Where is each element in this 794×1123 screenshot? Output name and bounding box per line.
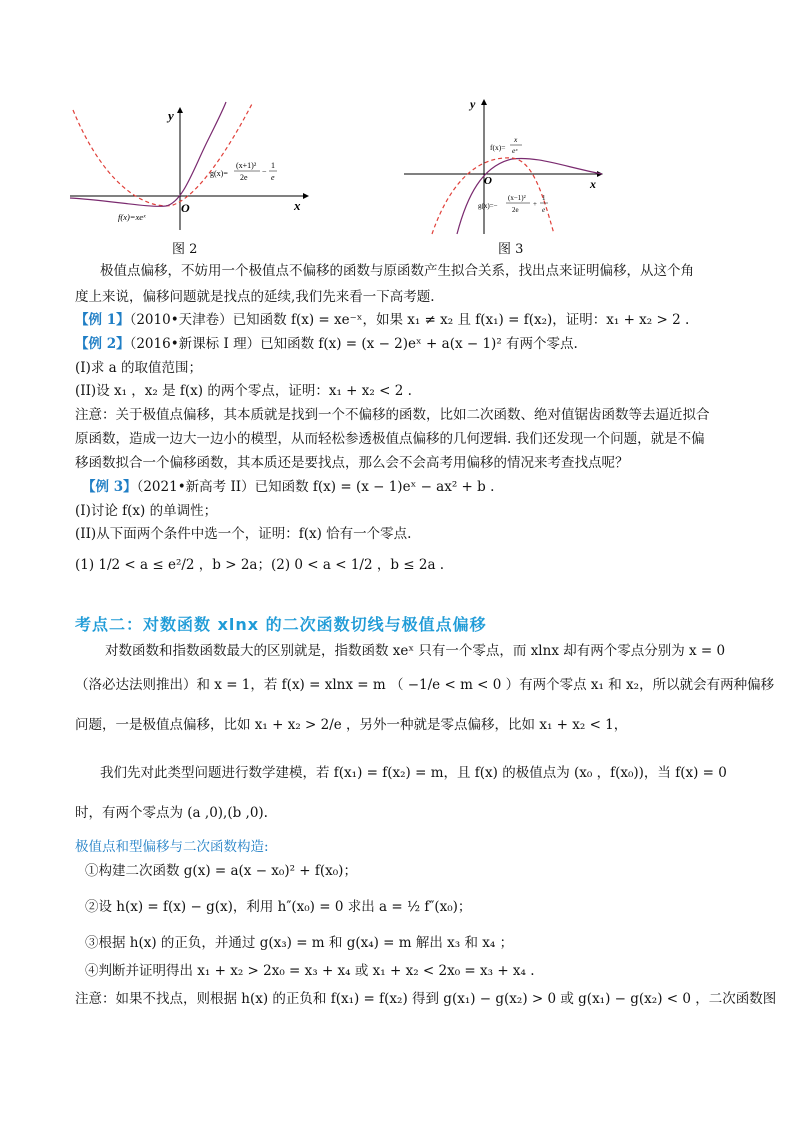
- section-2-title: 考点二：对数函数 xlnx 的二次函数切线与极值点偏移: [75, 615, 487, 634]
- origin-label: O: [181, 201, 190, 215]
- x-axis-label: x: [590, 177, 596, 191]
- example-1-tag: 【例 1】: [75, 312, 130, 328]
- section-2-para-1-line-1: 对数函数和指数函数最大的区别就是，指数函数 xeˣ 只有一个零点，而 xlnx 却有两个零点分别为 x = 0: [105, 643, 726, 659]
- step-3: ③根据 h(x) 的正负，并通过 g(x₃) = m 和 g(x₄) = m 解出 x₃ 和 x₄ ；: [85, 935, 514, 951]
- origin-label: O: [484, 175, 492, 187]
- figure-2-caption: 图 2: [172, 242, 198, 257]
- example-3-question-2: (II)从下面两个条件中选一个，证明：f(x) 恰有一个零点.: [75, 526, 412, 542]
- example-2-question-2: (II)设 x₁ ，x₂ 是 f(x) 的两个零点，证明：x₁ + x₂ < 2 .: [75, 383, 412, 399]
- example-2-tag: 【例 2】: [75, 336, 130, 352]
- g-label: g(x)=−: [478, 202, 498, 210]
- example-1-text: （2010•天津卷）已知函数 f(x) = xe⁻ˣ，如果 x₁ ≠ x₂ 且 f(x₁) = f(x₂)，证明：x₁ + x₂ > 2 .: [129, 312, 690, 328]
- section-2-para-1-line-3: 问题，一是极值点偏移，比如 x₁ + x₂ > 2/e ，另外一种就是零点偏移，比如 x₁ + x₂ < 1，: [75, 717, 628, 733]
- g-label-minus: −: [262, 167, 267, 176]
- g-label-frac-num: 1: [542, 194, 546, 202]
- g-label-den: 2e: [512, 206, 519, 214]
- y-axis-label: y: [470, 97, 476, 111]
- example-1: [75, 307, 689, 333]
- paragraph-1-line-1: 极值点偏移，不妨用一个极值点不偏移的函数与原函数产生拟合关系，找出点来证明偏移，从这个角: [100, 263, 694, 279]
- note-1-line-2: 原函数，造成一边大一边小的模型，从而轻松参透极值点偏移的几何逻辑. 我们还发现一个问题，就是不偏: [75, 431, 705, 447]
- g-label-den: 2e: [240, 173, 248, 182]
- g-label-num: (x−1)²: [508, 194, 526, 202]
- figure-3-graph: [402, 96, 612, 236]
- step-4: ④判断并证明得出 x₁ + x₂ > 2x₀ = x₃ + x₄ 或 x₁ + x₂ < 2x₀ = x₃ + x₄ .: [85, 963, 535, 979]
- g-label-frac-den: e: [271, 173, 275, 182]
- paragraph-1-line-2: 度上来说，偏移问题就是找点的延续,我们先来看一下高考题.: [75, 289, 435, 305]
- f-label: f(x)=xeˣ: [118, 212, 146, 222]
- note-1-line-3: 移函数拟合一个偏移函数，其本质还是要找点，那么会不会高考用偏移的情况来考查找点呢？: [75, 455, 629, 471]
- subtitle-construction: 极值点和型偏移与二次函数构造:: [75, 839, 269, 855]
- figure-2-graph: [68, 100, 318, 235]
- section-2-para-2-line-2: 时，有两个零点为 (a ,0),(b ,0).: [75, 805, 268, 821]
- note-2: 注意：如果不找点，则根据 h(x) 的正负和 f(x₁) = f(x₂) 得到 g(x₁) − g(x₂) > 0 或 g(x₁) − g(x₂) < 0 ，二次函数图: [75, 991, 777, 1007]
- g-label-frac-num: 1: [271, 161, 275, 170]
- note-1-line-1: 注意：关于极值点偏移，其本质就是找到一个不偏移的函数，比如二次函数、绝对值锯齿函数等去逼近拟合: [75, 407, 710, 423]
- x-axis-label: x: [294, 198, 301, 213]
- example-3: [82, 474, 494, 500]
- g-label: g(x)=: [210, 169, 228, 178]
- example-2: [75, 331, 578, 357]
- g-parabola-curve: [73, 102, 253, 206]
- g-label-num: (x+1)²: [236, 161, 257, 170]
- f-label: f(x)=: [490, 143, 506, 152]
- g-label-frac-den: e: [542, 206, 546, 214]
- section-2-para-1-line-2: （洛必达法则推出）和 x = 1，若 f(x) = xlnx = m （ −1/e < m < 0 ）有两个零点 x₁ 和 x₂，所以就会有两种偏移: [75, 677, 775, 693]
- g-parabola-curve: [432, 158, 554, 234]
- example-2-text: （2016•新课标 I 理）已知函数 f(x) = (x − 2)eˣ + a(x − 1)² 有两个零点.: [129, 336, 578, 352]
- f-label-den: eˣ: [512, 146, 518, 155]
- f-curve: [70, 102, 226, 206]
- example-2-question-1: (I)求 a 的取值范围；: [75, 360, 202, 376]
- g-label-plus: +: [533, 200, 537, 208]
- example-3-text: （2021•新高考 II）已知函数 f(x) = (x − 1)eˣ − ax² + b .: [136, 479, 495, 495]
- example-3-question-1: (I)讨论 f(x) 的单调性；: [75, 503, 218, 519]
- step-2: ②设 h(x) = f(x) − g(x)，利用 h″(x₀) = 0 求出 a = ½ f″(x₀)；: [85, 899, 472, 915]
- example-3-conditions: (1) 1/2 < a ≤ e²/2 ，b > 2a；(2) 0 < a < 1/2 ，b ≤ 2a .: [75, 557, 445, 573]
- y-axis-label: y: [168, 108, 174, 123]
- figure-3-caption: 图 3: [498, 242, 524, 257]
- f-label-num: x: [514, 135, 518, 144]
- step-1: ①构建二次函数 g(x) = a(x − x₀)² + f(x₀)；: [85, 863, 357, 879]
- example-3-tag: 【例 3】: [82, 479, 137, 495]
- section-2-para-2-line-1: 我们先对此类型问题进行数学建模，若 f(x₁) = f(x₂) = m，且 f(x) 的极值点为 (x₀ ，f(x₀))，当 f(x) = 0: [100, 765, 727, 781]
